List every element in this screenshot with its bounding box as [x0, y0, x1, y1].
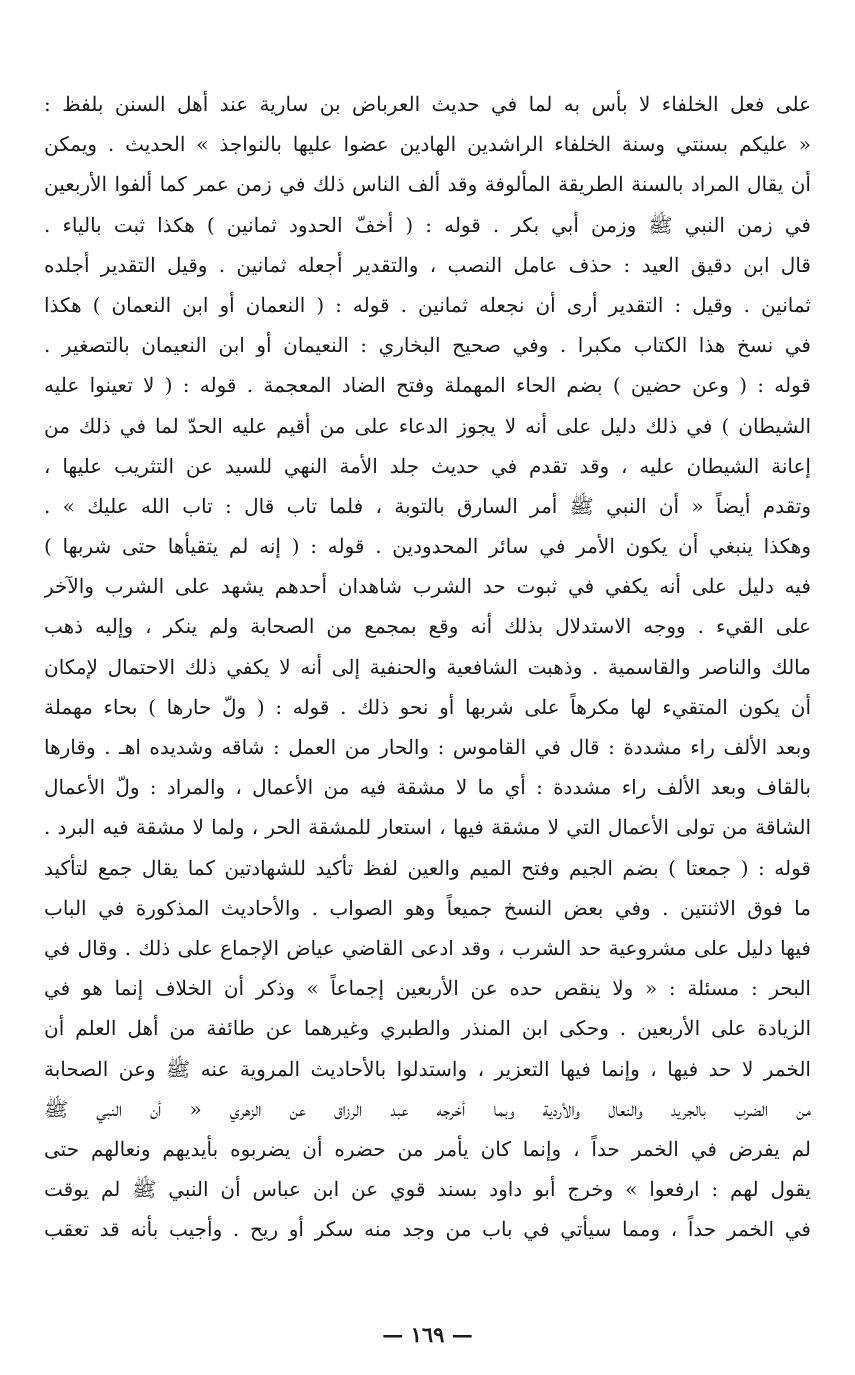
text-line: قال ابن دقيق العيد : حذف عامل النصب ، والتقدير أجعله ثمانين . وقيل التقدير أجلده [44, 252, 811, 277]
text-line: إعانة الشيطان عليه ، وقد تقدم في حديث جلد الأمة النهي للسيد عن التثريب عليها ، [44, 453, 811, 478]
text-line: يقول لهم : ارفعوا » وخرج أبو داود بسند قوي عن ابن عباس أن النبي ﷺ لم يوقت [44, 1177, 811, 1202]
text-line: أن يقال المراد بالسنة الطريقة المألوفة وقد ألف الناس ذلك في زمن عمر كما ألفوا الأربعين [44, 172, 811, 197]
text-line: الشيطان ) في ذلك دليل على أنه لا يجوز الدعاء على من أقيم عليه الحدّ لما في ذلك من [44, 413, 811, 438]
text-line: أن يكون المتقيء لها مكرهاً على شربها أو نحو ذلك . قوله : ( ولّ حارها ) بحاء مهملة [44, 694, 811, 719]
text-line: وهكذا ينبغي أن يكون الأمر في سائر المحدودين . قوله : ( إنه لم يتقيأها حتى شربها ) [44, 534, 811, 559]
text-line: لم يفرض في الخمر حداً ، وإنما كان يأمر من حضره أن يضربوه بأيديهم ونعالهم حتى [44, 1136, 811, 1161]
text-line: الزيادة على الأربعين . وحكى ابن المنذر والطبري وغيرهما عن طائفة من أهل العلم أن [44, 1016, 811, 1041]
text-line: ما فوق الاثنتين . وفي بعض النسخ جميعاً وهو الصواب . والأحاديث المذكورة في الباب [44, 895, 811, 920]
text-line: بالقاف وبعد الألف راء مشددة : أي ما لا مشقة فيه من الأعمال ، والمراد : ولّ الأعمال [44, 775, 811, 800]
text-line: فيه دليل على أنه يكفي في ثبوت حد الشرب شاهدان أحدهم يشهد على الشرب والآخر [44, 574, 811, 599]
text-line: فيها دليل على مشروعية حد الشرب ، وقد ادعى القاضي عياض الإجماع على ذلك . وقال في [44, 935, 811, 960]
text-line: قوله : ( جمعتا ) بضم الجيم وفتح الميم والعين لفظ تأكيد للشهادتين كما يقال جمع لتأكيد [44, 855, 811, 880]
text-line: على فعل الخلفاء لا بأس به لما في حديث العرباض بن سارية عند أهل السنن بلفظ : [44, 92, 811, 116]
text-line: مالك والناصر والقاسمية . وذهبت الشافعية والحنفية إلى أنه لا يكفي ذلك الاحتمال لإمكان [44, 654, 811, 679]
text-line: « عليكم بسنتي وسنة الخلفاء الراشدين الهادين عضوا عليها بالنواجذ » الحديث . ويمكن [44, 132, 811, 157]
text-line: على القيء . ووجه الاستدلال بذلك أنه وقع بمجمع من الصحابة ولم ينكر ، وإليه ذهب [44, 614, 811, 639]
text-line: وتقدم أيضاً « أن النبي ﷺ أمر السارق بالتوبة ، فلما تاب قال : تاب الله عليك » . [44, 493, 811, 518]
text-line: البحر : مسئلة : « ولا ينقص حده عن الأربعين إجماعاً » وذكر أن الخلاف إنما هو في [44, 976, 811, 1001]
text-line: في زمن النبي ﷺ وزمن أبي بكر . قوله : ( أخفّ الحدود ثمانين ) هكذا ثبت بالياء . [44, 212, 811, 237]
text-line: في نسخ هذا الكتاب مكبرا . وفي صحيح البخاري : النعيمان أو ابن النعيمان بالتصغير . [44, 333, 811, 358]
text-line: من الضرب بالجريد والنعال والأردية وبما أخرجه عبد الرزاق عن الزهري « أن النبي ﷺ [44, 1096, 811, 1121]
page-number: — ١٦٩ — [382, 1322, 473, 1347]
body-text [44, 84, 811, 1249]
text-line: الخمر لا حد فيها ، وإنما فيها التعزير ، واستدلوا بالأحاديث المروية عنه ﷺ وعن الصحابة [44, 1056, 811, 1081]
text-line: وبعد الألف راء مشددة : قال في القاموس : والحار من العمل : شاقه وشديده اهـ . وقارها [44, 735, 811, 759]
text-line: قوله : ( وعن حضين ) بضم الحاء المهملة وفتح الضاد المعجمة . قوله : ( لا تعينوا عليه [44, 373, 811, 398]
text-line: ثمانين . وقيل : التقدير أرى أن نجعله ثمانين . قوله : ( النعمان أو ابن النعمان ) هكذا [44, 292, 811, 317]
text-line: في الخمر حداً ، ومما سيأتي في باب من وجد منه سكر أو ريح . وأجيب بأنه قد تعقب [44, 1217, 811, 1242]
text-line: الشاقة من تولى الأعمال التي لا مشقة فيها ، استعار للمشقة الحر ، ولما لا مشقة فيه البرد . [44, 815, 811, 840]
